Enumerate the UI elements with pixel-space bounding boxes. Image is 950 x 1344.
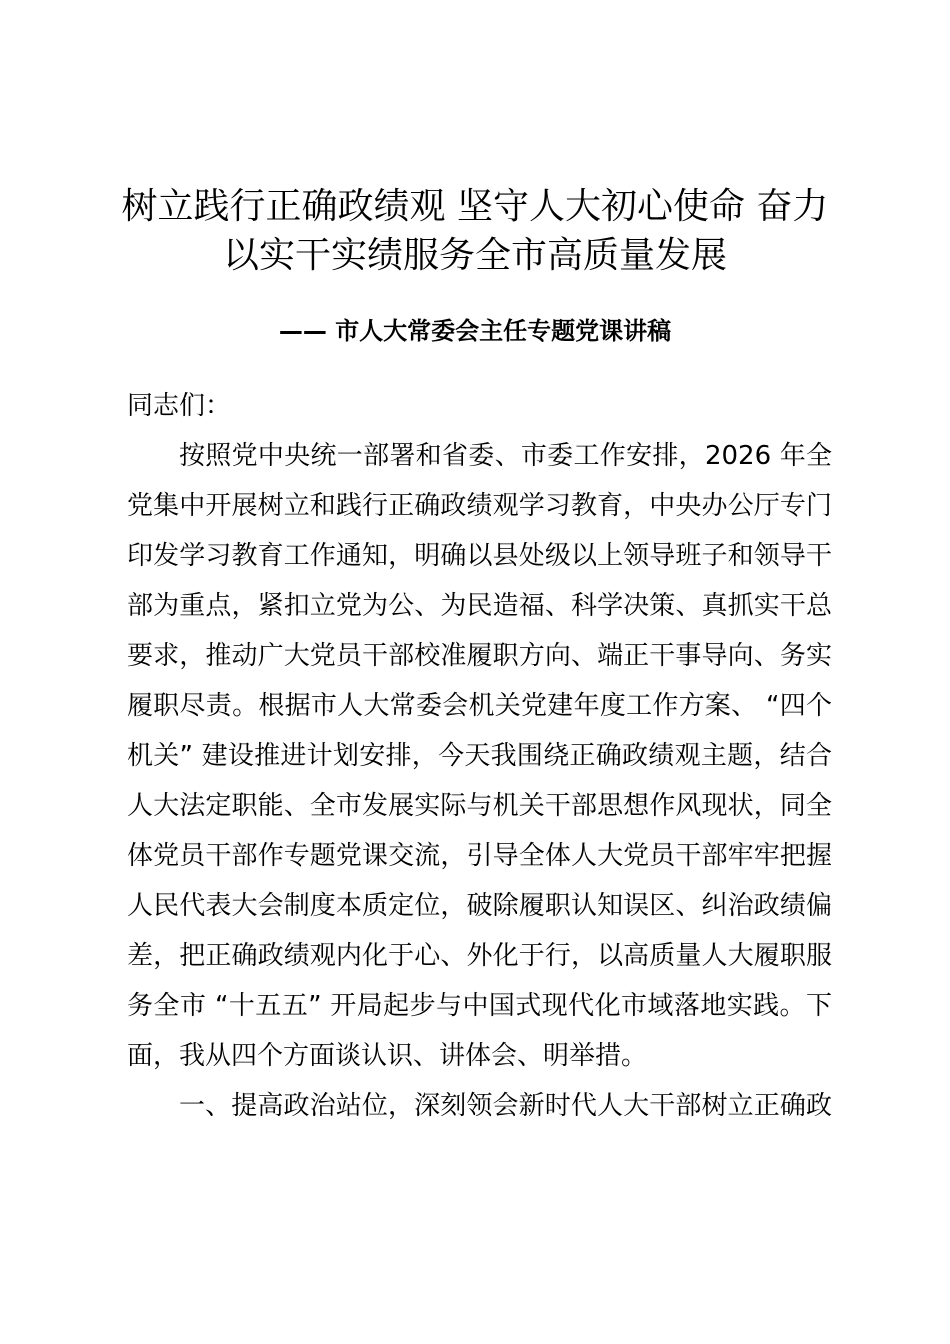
document-title-line-1: 树立践行正确政绩观 坚守人大初心使命 奋力 <box>121 186 829 227</box>
document-title-line-2: 以实干实绩服务全市高质量发展 <box>222 235 727 276</box>
salutation: 同志们： <box>127 391 232 421</box>
body-line: 面，我从四个方面谈认识、讲体会、明举措。 <box>127 1041 648 1071</box>
body-line: 人民代表大会制度本质定位，破除履职认知误区、纠治政绩偏 <box>127 891 832 921</box>
body-line: 差，把正确政绩观内化于心、外化于行，以高质量人大履职服 <box>127 941 832 971</box>
body-line: 党集中开展树立和践行正确政绩观学习教育，中央办公厅专门 <box>127 491 832 521</box>
document-subtitle: —— 市人大常委会主任专题党课讲稿 <box>278 317 672 345</box>
section-heading: 一、提高政治站位，深刻领会新时代人大干部树立正确政 <box>179 1091 832 1121</box>
body-line: 人大法定职能、全市发展实际与机关干部思想作风现状，同全 <box>127 791 832 821</box>
body-line: 印发学习教育工作通知，明确以县处级以上领导班子和领导干 <box>127 541 832 571</box>
body-line: 要求，推动广大党员干部校准履职方向、端正干事导向、务实 <box>127 641 832 671</box>
body-line: 务全市 “十五五” 开局起步与中国式现代化市域落地实践。下 <box>127 991 832 1021</box>
body-line: 履职尽责。根据市人大常委会机关党建年度工作方案、 “四个 <box>127 691 832 721</box>
body-line: 体党员干部作专题党课交流，引导全体人大党员干部牢牢把握 <box>127 841 832 871</box>
body-line: 机关” 建设推进计划安排，今天我围绕正确政绩观主题，结合 <box>127 741 832 771</box>
body-line: 部为重点，紧扣立党为公、为民造福、科学决策、真抓实干总 <box>127 591 832 621</box>
body-line: 按照党中央统一部署和省委、市委工作安排，2026 年全 <box>179 441 832 471</box>
